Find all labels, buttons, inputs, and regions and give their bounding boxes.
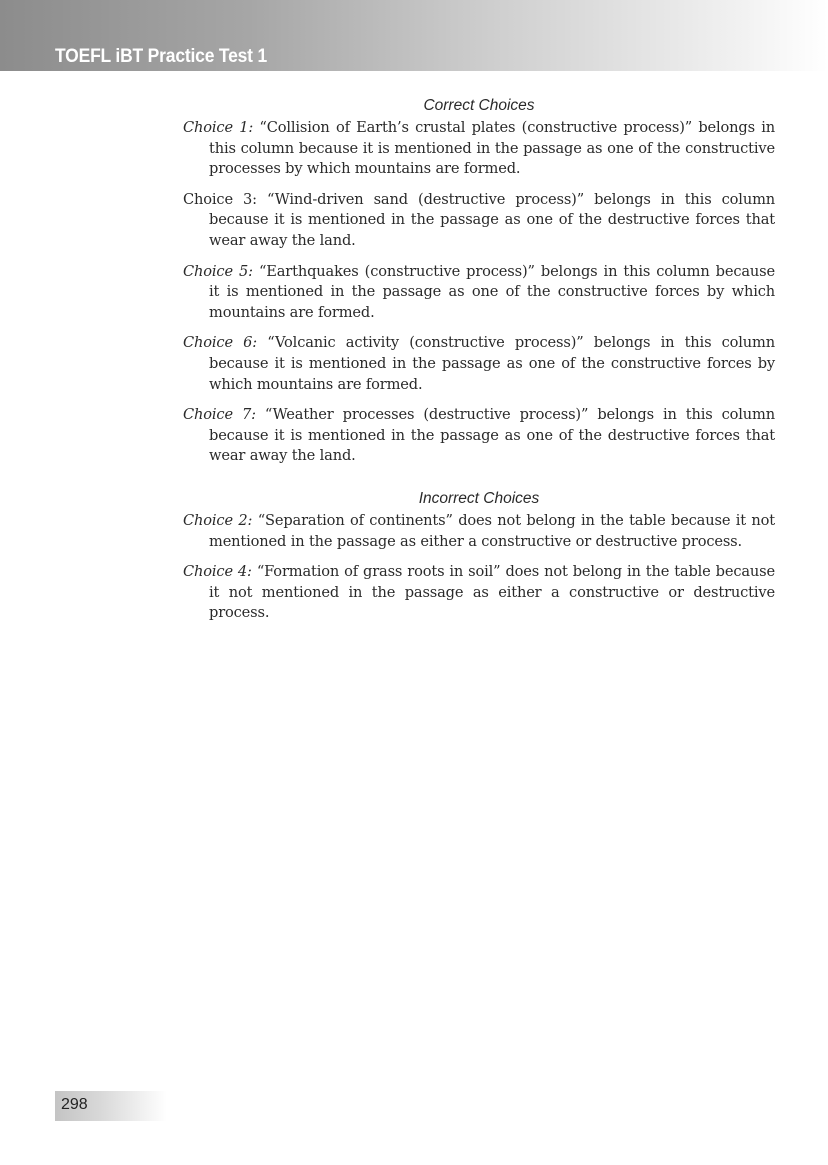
choice-text: “Earthquakes (constructive process)” belongs in this column because it is mentioned in the passage as one of the constructive forces by which mountains are formed. (209, 262, 775, 321)
choice-5-explanation (183, 262, 775, 324)
choice-label: Choice 2: (183, 511, 253, 529)
choice-text: “Formation of grass roots in soil” does not belong in the table because it not mentioned in the passage as either a constructive or destructive process. (209, 563, 775, 622)
choice-6-explanation (183, 333, 775, 395)
choice-label: Choice 4: (183, 563, 252, 581)
choice-label: Choice 6: (183, 334, 258, 352)
page-number: 298 (61, 1096, 88, 1113)
choice-text: “Collision of Earth’s crustal plates (constructive process)” belongs in this column because it is mentioned in the passage as one of the constructive processes by which mountains are formed. (209, 119, 776, 178)
choice-text: “Separation of continents” does not belong in the table because it not mentioned in the passage as either a constructive or destructive process. (209, 511, 775, 550)
running-header-title: TOEFL iBT Practice Test 1 (55, 46, 268, 67)
incorrect-choices-heading: Incorrect Choices (418, 489, 540, 507)
choice-text: “Wind-driven sand (destructive process)” belongs in this column because it is mentioned in the passage as one of the destructive forces that wear away the land. (209, 190, 776, 249)
choice-2-explanation (183, 511, 775, 552)
choice-7-explanation (183, 405, 775, 467)
choice-3-explanation (183, 190, 775, 252)
choice-label: Choice 5: (183, 262, 253, 280)
choice-text: “Weather processes (destructive process)” belongs in this column because it is mentioned in the passage as one of the destructive forces that wear away the land. (209, 406, 775, 465)
correct-choices-heading: Correct Choices (423, 97, 535, 114)
choice-4-explanation (183, 562, 775, 624)
choice-label: Choice 3: (183, 190, 257, 208)
choice-1-explanation (183, 118, 775, 180)
choice-label: Choice 7: (183, 406, 256, 424)
answer-explanations (183, 96, 775, 634)
choice-label: Choice 1: (183, 119, 254, 136)
choice-text: “Volcanic activity (constructive process)” belongs in this column because it is mentioned in the passage as one of the constructive forces by which mountains are formed. (209, 334, 775, 393)
